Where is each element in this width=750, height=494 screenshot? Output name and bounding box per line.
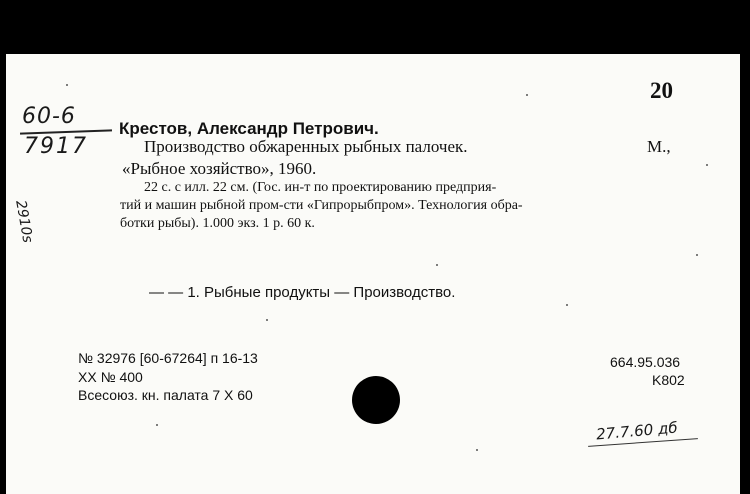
speck (156, 424, 158, 426)
speck (696, 254, 698, 256)
udc-code: 664.95.036 (610, 354, 681, 370)
registration-line: Всесоюз. кн. палата 7 X 60 (78, 387, 253, 403)
author-heading: Крестов, Александр Петрович. (119, 119, 379, 138)
handwritten-date: 27.7.60 дб (595, 418, 679, 444)
classification-top: 60-6 (22, 104, 76, 129)
margin-handwritten-note: 2910s (12, 199, 36, 245)
publication-city: М., (647, 137, 671, 156)
punch-hole (352, 376, 400, 424)
card-number: 20 (650, 78, 673, 103)
description-line: ботки рыбы). 1.000 экз. 1 р. 60 к. (120, 216, 315, 231)
shelf-mark: K802 (652, 372, 685, 388)
classification-bottom: 7917 (24, 134, 88, 159)
publisher-year: «Рыбное хозяйство», 1960. (122, 159, 317, 178)
registration-line: № 32976 [60-67264] п 16-13 (78, 350, 258, 366)
speck (566, 304, 568, 306)
speck (706, 164, 708, 166)
book-title: Производство обжаренных рыбных палочек. (144, 137, 468, 156)
speck (476, 449, 478, 451)
description-line: 22 с. с илл. 22 см. (Гос. ин-т по проектированию предприя- (144, 180, 497, 195)
catalog-card (6, 54, 740, 494)
speck (66, 84, 68, 86)
speck (266, 319, 268, 321)
subject-heading: — — 1. Рыбные продукты — Производство. (149, 284, 456, 301)
registration-line: XX № 400 (78, 369, 143, 385)
speck (526, 94, 528, 96)
speck (436, 264, 438, 266)
description-line: тий и машин рыбной пром-сти «Гипрорыбпром». Технология обра- (120, 198, 523, 213)
